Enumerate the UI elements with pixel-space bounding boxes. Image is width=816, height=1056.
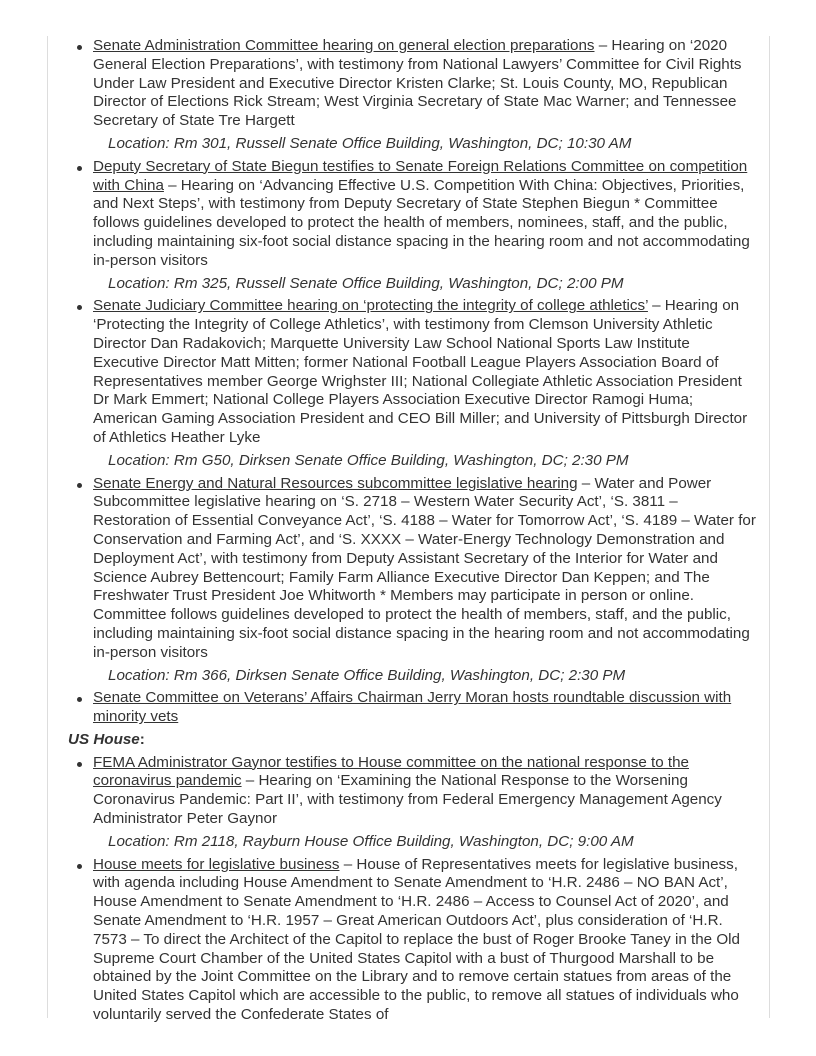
event-description: – Hearing on ‘Protecting the Integrity of College Athletics’, with testimony from Clemson University Athletic Director Dan Radakovich; Marquette University Law School National Sports Law Institute Executive Director Matt Mitten; former National Football League Players Association Board of Representatives member George Wrighster III; National Collegiate Athletic Association President Dr Mark Emmert; National College Players Association Executive Director Ramogi Huma; American Gaming Association President and CEO Bill Miller; and University of Pittsburgh Director of Athletics Heather Lyke <box>93 297 748 446</box>
list-item <box>93 37 758 154</box>
event-location: Location: Rm 325, Russell Senate Office Building, Washington, DC; 2:00 PM <box>108 274 624 292</box>
event-description: – Hearing on ‘2020 General Election Preparations’, with testimony from National Lawyers’ Committee for Civil Rights Under Law President and Executive Director Kristen Clarke; St. Louis County, MO, Republican Director of Elections Rick Stream; West Virginia Secretary of State Mac Warner; and Tennessee Secretary of State Tre Hargett <box>93 37 742 130</box>
event-description: – House of Representatives meets for legislative business, with agenda including House Amendment to Senate Amendment to ‘H.R. 2486 – NO BAN Act’, House Amendment to Senate Amendment to ‘H.R. 2486 – Access to Counsel Act of 2020’, and Senate Amendment to ‘H.R. 1957 – Great American Outdoors Act’, plus consideration of ‘H.R. 7573 – To direct the Architect of the Capitol to replace the bust of Roger Brooke Taney in the Old Supreme Court Chamber of the United States Capitol with a bust of Thurgood Marshall to be obtained by the Joint Committee on the Library and to remove certain statues from areas of the United States Capitol which are accessible to the public, to remove all statues of individuals who voluntarily served the Confederate States of <box>93 855 740 1024</box>
event-description: – Water and Power Subcommittee legislative hearing on ‘S. 2718 – Western Water Security Act’, ‘S. 3811 – Restoration of Essential Conveyance Act’, ‘S. 4188 – Water for Tomorrow Act’, ‘S. 4189 – Water for Conservation and Farming Act’, and ‘S. XXXX – Water-Energy Technology Demonstration and Deployment Act’, with testimony from Deputy Assistant Secretary of the Interior for Water and Science Aubrey Bettencourt; Family Farm Alliance Executive Director Dan Keppen; and The Freshwater Trust President Joe Whitworth * Members may participate in person or online. Committee follows guidelines developed to protect the health of members, staff, and the public, including maintaining six-foot social distance spacing in the hearing room and not accommodating in-person visitors <box>93 474 756 661</box>
event-location: Location: Rm G50, Dirksen Senate Office Building, Washington, DC; 2:30 PM <box>108 451 629 469</box>
event-link[interactable]: House meets for legislative business <box>93 855 340 873</box>
section-heading-us-house <box>68 731 758 750</box>
event-listing <box>68 37 758 1029</box>
section-heading-text: US House <box>68 730 140 748</box>
event-link[interactable]: FEMA Administrator Gaynor testifies to House committee on the national response to the coronavirus pandemic <box>93 753 689 790</box>
event-link[interactable]: Senate Judiciary Committee hearing on ‘protecting the integrity of college athletics’ <box>93 297 648 315</box>
list-item <box>93 856 758 1025</box>
event-location: Location: Rm 301, Russell Senate Office Building, Washington, DC; 10:30 AM <box>108 134 632 152</box>
event-link[interactable]: Senate Committee on Veterans’ Affairs Chairman Jerry Moran hosts roundtable discussion with minority vets <box>93 689 732 726</box>
event-link[interactable]: Senate Energy and Natural Resources subcommittee legislative hearing <box>93 474 578 492</box>
event-link[interactable]: Senate Administration Committee hearing on general election preparations <box>93 37 595 54</box>
event-location: Location: Rm 2118, Rayburn House Office Building, Washington, DC; 9:00 AM <box>108 832 634 850</box>
list-item <box>93 475 758 686</box>
event-link[interactable]: Deputy Secretary of State Biegun testifies to Senate Foreign Relations Committee on competition with China <box>93 157 748 194</box>
section-heading-colon: : <box>139 730 145 748</box>
list-item <box>93 158 758 294</box>
event-location: Location: Rm 366, Dirksen Senate Office Building, Washington, DC; 2:30 PM <box>108 666 626 684</box>
house-events-list <box>68 754 758 1025</box>
list-item <box>93 754 758 852</box>
list-item <box>93 689 758 727</box>
event-description: – Hearing on ‘Examining the National Response to the Worsening Coronavirus Pandemic: Part II’, with testimony from Federal Emergency Management Agency Administrator Peter Gaynor <box>93 772 722 828</box>
event-description: – Hearing on ‘Advancing Effective U.S. Competition With China: Objectives, Priorities, and Next Steps’, with testimony from Deputy Secretary of State Stephen Biegun * Committee follows guidelines developed to protect the health of members, nominees, staff, and the public, including maintaining six-foot social distance spacing in the hearing room and not accommodating in-person visitors <box>93 176 750 269</box>
list-item <box>93 297 758 470</box>
senate-events-list <box>68 37 758 727</box>
